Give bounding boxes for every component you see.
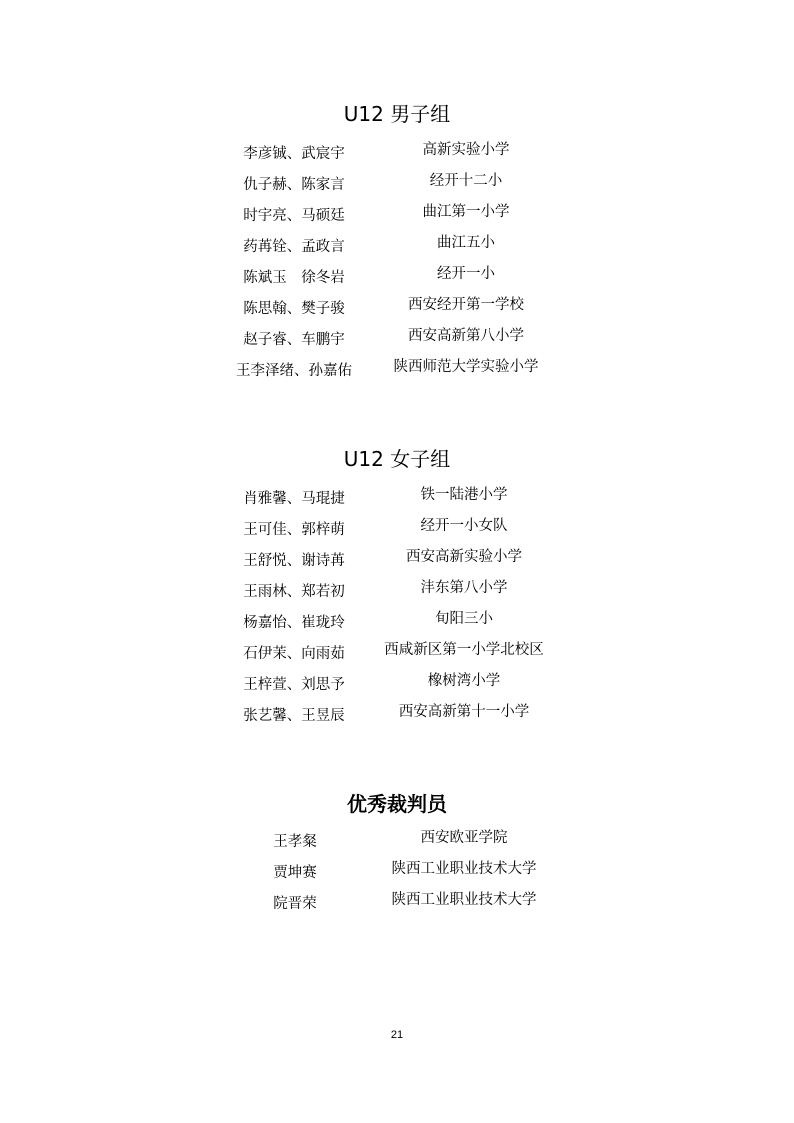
list-item [0,611,794,637]
school-name: 陕西师范大学实验小学 [393,359,539,375]
player-names: 王可佳、郭梓萌 [243,522,345,538]
referee-name: 院晋荣 [273,896,317,912]
school-name: 橡树湾小学 [427,673,501,689]
school-name: 西安高新第十一小学 [398,704,530,720]
list-item [0,204,794,230]
section-title-girls: U12 女子组 [343,447,451,471]
list-item [0,235,794,261]
referee-name: 王孝粲 [273,834,317,850]
school-name: 旬阳三小 [435,611,493,627]
school-name: 高新实验小学 [422,142,510,158]
referee-name: 贾坤赛 [273,865,317,881]
list-item [0,549,794,575]
school-name: 铁一陆港小学 [420,487,508,503]
player-names: 王李泽绪、孙嘉佑 [236,363,352,379]
player-names: 李彦铖、武宸宇 [243,146,345,162]
school-name: 曲江第一小学 [422,204,510,220]
school-name: 陕西工业职业技术大学 [391,892,537,908]
player-names: 时宇亮、马硕廷 [243,208,345,224]
list-item [0,642,794,668]
list-item [0,580,794,606]
list-item [0,673,794,699]
player-names: 仇子赫、陈家言 [243,177,345,193]
player-names: 王梓萱、刘思予 [243,677,345,693]
school-name: 陕西工业职业技术大学 [391,861,537,877]
list-item [0,173,794,199]
school-name: 经开一小女队 [420,518,508,534]
player-names: 王舒悦、谢诗苒 [243,553,345,569]
list-item [0,266,794,292]
section-title-boys: U12 男子组 [343,102,451,126]
list-item [0,142,794,168]
list-item [0,830,794,856]
player-names: 杨嘉怡、崔珑玲 [243,615,345,631]
list-item [0,704,794,730]
school-name: 西安高新第八小学 [408,328,524,344]
player-names: 赵子睿、车鹏宇 [243,332,345,348]
page-number: 21 [390,1029,404,1041]
list-item [0,487,794,513]
list-item [0,328,794,354]
school-name: 西咸新区第一小学北校区 [384,642,544,658]
player-names: 石伊茉、向雨茹 [243,646,345,662]
player-names: 陈思翰、樊子骏 [243,301,345,317]
school-name: 经开一小 [437,266,495,282]
player-names: 肖雅馨、马琨捷 [243,491,345,507]
school-name: 西安高新实验小学 [406,549,522,565]
list-item [0,359,794,385]
school-name: 沣东第八小学 [420,580,508,596]
school-name: 西安经开第一学校 [408,297,524,313]
player-names: 陈斌玉 徐冬岩 [243,270,345,286]
school-name: 经开十二小 [429,173,503,189]
player-names: 药苒铨、孟政言 [243,239,345,255]
list-item [0,892,794,918]
player-names: 张艺馨、王昱辰 [243,708,345,724]
school-name: 曲江五小 [437,235,495,251]
player-names: 王雨林、郑若初 [243,584,345,600]
list-item [0,518,794,544]
list-item [0,861,794,887]
school-name: 西安欧亚学院 [420,830,508,846]
section-title-referees: 优秀裁判员 [347,792,447,816]
list-item [0,297,794,323]
